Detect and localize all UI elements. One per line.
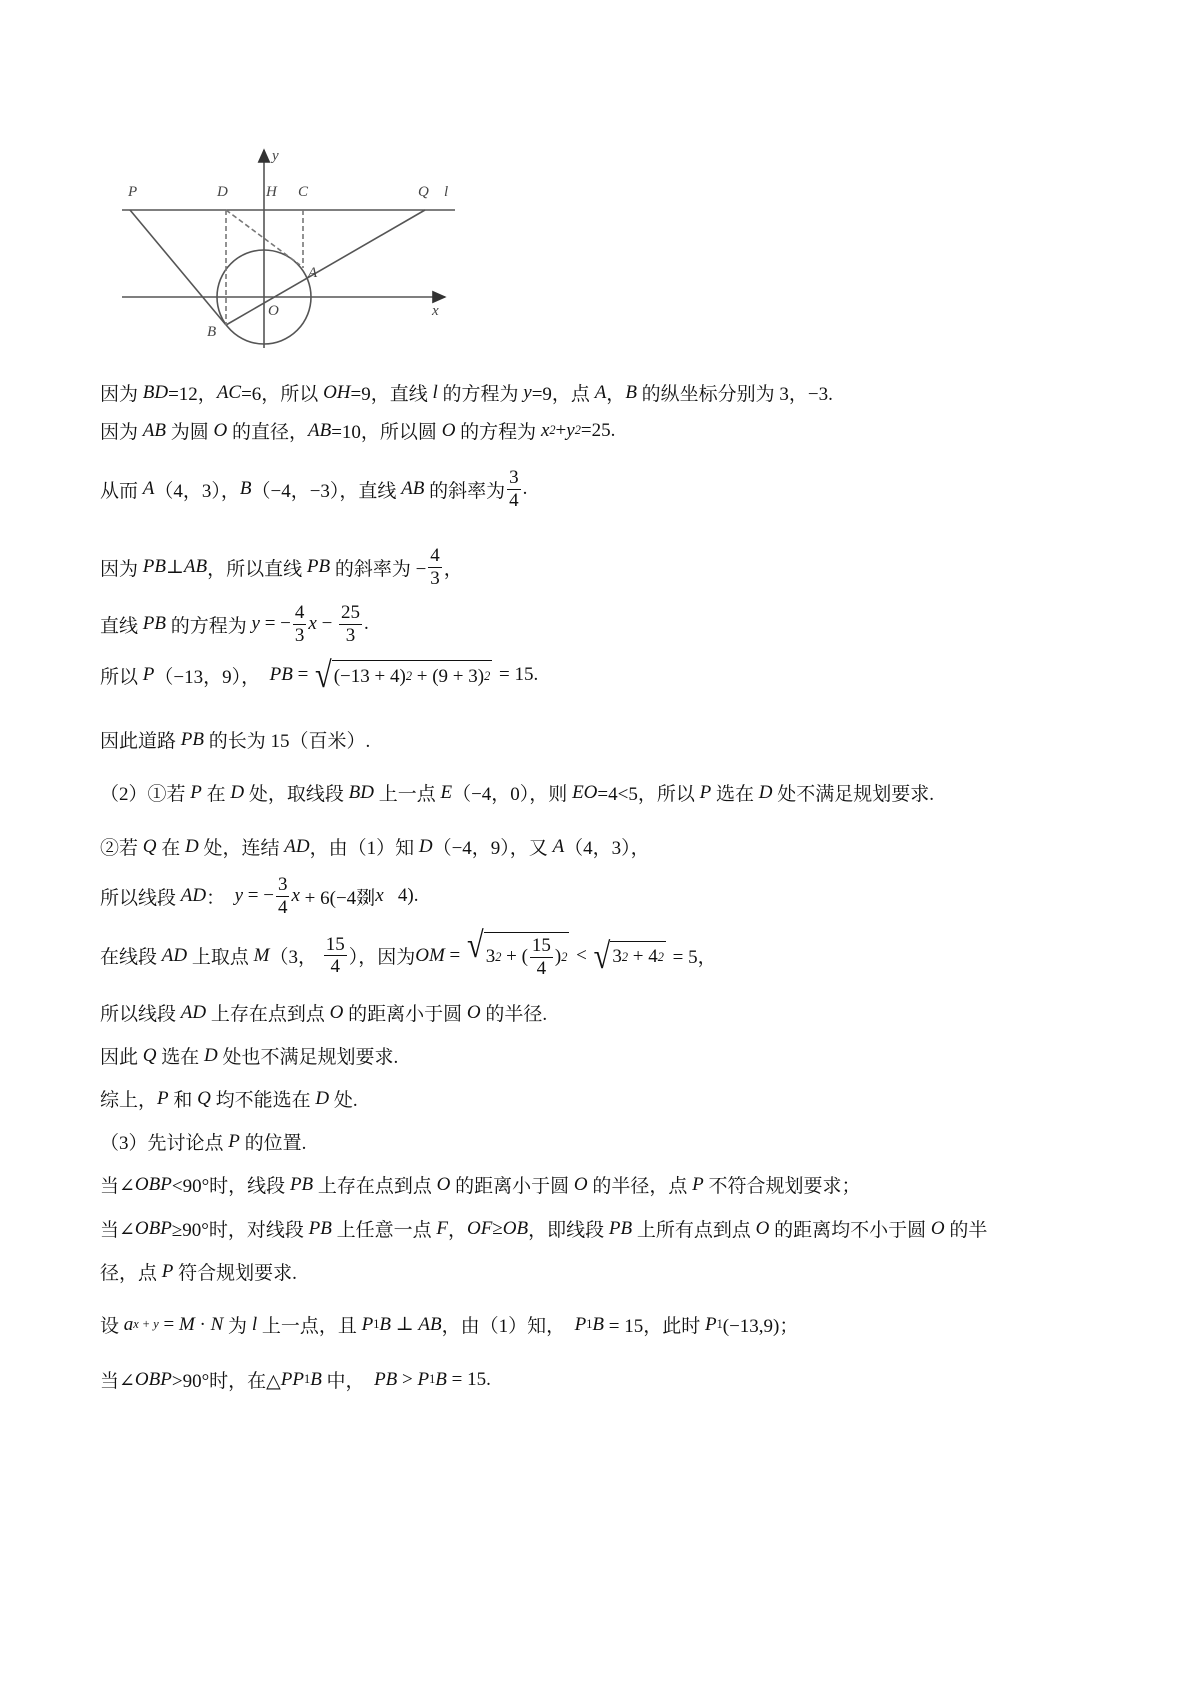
text-run: ， <box>606 384 626 405</box>
text-run: ②若 <box>100 838 143 859</box>
math-variable: O <box>329 1001 344 1023</box>
text-run: 设 <box>100 1316 124 1337</box>
radicand <box>610 941 666 971</box>
subscript: 1 <box>429 1372 436 1386</box>
radical-sign: √ <box>467 924 484 966</box>
text-line <box>100 417 615 444</box>
text-run: 直线 <box>100 615 143 637</box>
math-variable: OBP <box>134 1368 172 1390</box>
math-variable: M <box>178 1313 195 1335</box>
text-line <box>100 1085 358 1112</box>
superscript: 2 <box>549 423 556 437</box>
math-variable: O <box>755 1217 770 1239</box>
math-variable: O <box>573 1173 588 1195</box>
text-line <box>100 1128 306 1155</box>
text-run: 的方程为 <box>165 615 252 637</box>
text-run: 的距离小于圆 <box>450 1176 574 1197</box>
text-run: = 15. <box>494 664 539 686</box>
text-run: = − <box>243 885 274 907</box>
math-variable: PB <box>608 1217 633 1239</box>
square-root <box>315 654 492 696</box>
text-run: 处不满足规划要求. <box>772 784 934 805</box>
text-line <box>100 379 833 406</box>
math-variable: N <box>210 1313 224 1335</box>
math-variable: P <box>157 1087 169 1109</box>
math-variable: PB <box>306 556 331 578</box>
math-variable: x <box>375 885 384 907</box>
denominator: 4 <box>277 896 288 918</box>
text-run: =9，直线 <box>350 384 433 405</box>
math-variable: BD <box>348 781 374 803</box>
text-run: （2）①若 <box>100 784 191 805</box>
superscript: 2 <box>621 949 628 964</box>
text-run: ， <box>447 1220 467 1241</box>
text-run: 3 <box>612 946 622 968</box>
text-run: 当∠ <box>100 1176 135 1197</box>
text-run: （3）先讨论点 <box>100 1133 229 1154</box>
math-variable: A <box>552 835 565 857</box>
math-variable: B <box>310 1368 322 1390</box>
text-line <box>100 1311 798 1338</box>
text-run: 当∠ <box>100 1371 135 1392</box>
text-run: 3 <box>485 946 496 968</box>
text-run: （−4，9），又 <box>432 838 553 859</box>
math-variable: P <box>161 1260 174 1282</box>
math-variable: P <box>142 664 155 686</box>
text-run: （−13，9）， <box>154 666 270 688</box>
numerator: 4 <box>294 602 305 623</box>
text-run: 综上， <box>100 1090 158 1111</box>
text-line <box>100 654 539 696</box>
text-run: − <box>316 613 338 635</box>
text-run: 的距离均不小于圆 <box>769 1220 931 1241</box>
math-variable: EO <box>572 781 598 803</box>
text-line <box>100 1258 297 1285</box>
text-run: 的方程为 <box>437 384 524 405</box>
math-variable: P <box>574 1313 587 1335</box>
text-run: + 6(−4剟 <box>299 887 376 909</box>
superscript: 2 <box>657 949 664 964</box>
text-run: 选在 <box>156 1047 205 1068</box>
subscript: 1 <box>586 1317 593 1331</box>
text-run: =6，所以 <box>241 384 324 405</box>
fraction <box>276 874 290 919</box>
text-run: · <box>194 1313 211 1335</box>
text-line <box>100 545 463 590</box>
math-variable: a <box>123 1313 134 1335</box>
denominator: 3 <box>345 624 356 646</box>
denominator: 4 <box>509 489 519 511</box>
label-y: y <box>272 148 279 164</box>
text-run: 均不能选在 <box>210 1090 316 1111</box>
text-run: 中， <box>321 1371 375 1392</box>
text-run: + <box>555 419 567 441</box>
math-variable: D <box>758 781 773 803</box>
math-variable: OB <box>502 1217 529 1239</box>
math-variable: PB <box>374 1368 398 1390</box>
text-line <box>100 726 370 753</box>
math-variable: P <box>361 1313 374 1335</box>
label-b: B <box>207 324 217 340</box>
math-variable: PB <box>269 664 293 686</box>
segment-pb <box>130 210 226 325</box>
label-o: O <box>268 303 279 319</box>
math-variable: OH <box>323 381 351 403</box>
text-run: 上存在点到点 <box>313 1176 437 1197</box>
text-run: = 15，此时 <box>604 1316 705 1337</box>
math-variable: A <box>594 381 607 403</box>
fraction <box>324 934 347 979</box>
text-run: 处也不满足规划要求. <box>217 1047 399 1068</box>
text-run: 因为 <box>100 384 143 405</box>
math-variable: P <box>692 1173 704 1195</box>
math-variable: O <box>466 1001 481 1023</box>
math-variable: y <box>234 885 244 907</box>
segment-ba-q <box>226 210 425 325</box>
text-run: 的直径， <box>227 422 308 443</box>
text-line <box>100 1215 987 1242</box>
math-variable: l <box>432 381 438 403</box>
label-q: Q <box>418 184 429 200</box>
radical-sign: √ <box>315 654 332 696</box>
label-h: H <box>266 184 277 200</box>
text-run: < <box>571 944 592 966</box>
text-run: 因此道路 <box>100 731 181 752</box>
radical-sign: √ <box>593 935 611 976</box>
math-variable: O <box>213 419 228 441</box>
math-variable: P <box>228 1130 240 1152</box>
text-line <box>100 1366 491 1393</box>
math-variable: P <box>699 781 712 803</box>
fraction <box>339 602 362 647</box>
text-run: ) <box>554 946 562 968</box>
math-variable: B <box>625 381 637 403</box>
math-variable: Q <box>142 1044 157 1066</box>
text-run: 所以 <box>100 666 143 688</box>
math-variable: F <box>436 1217 448 1239</box>
math-variable: O <box>436 1173 451 1195</box>
math-variable: D <box>185 835 199 857</box>
text-run: 的位置. <box>239 1133 307 1154</box>
text-run: ≥90°时，对线段 <box>171 1220 309 1241</box>
text-run: 当∠ <box>100 1220 135 1241</box>
math-variable: PB <box>308 1217 332 1239</box>
superscript: 2 <box>405 669 412 684</box>
text-run: 上取点 <box>187 947 254 969</box>
math-variable: PB <box>289 1173 314 1195</box>
text-line <box>100 779 934 806</box>
math-variable: AB <box>401 478 425 500</box>
text-run: ），因为 <box>348 947 416 969</box>
math-variable: PB <box>180 728 204 750</box>
text-run: <90°时，线段 <box>171 1176 290 1197</box>
label-p: P <box>128 184 138 200</box>
text-run: = <box>292 664 314 686</box>
math-variable: B <box>592 1313 604 1335</box>
text-run: 的半 <box>944 1220 988 1241</box>
text-run: + ( <box>501 946 528 968</box>
text-run: 上一点 <box>373 784 441 805</box>
denominator: 3 <box>294 624 305 646</box>
text-run: + 4 <box>627 946 658 968</box>
geometry-figure <box>110 130 470 360</box>
math-variable: x <box>540 419 550 441</box>
text-run: 处，取线段 <box>244 784 349 805</box>
numerator: 3 <box>277 874 288 895</box>
math-variable: A <box>142 478 155 500</box>
text-run: 在线段 <box>100 947 162 969</box>
denominator: 3 <box>430 567 440 589</box>
math-variable: P <box>417 1368 430 1390</box>
text-run: = 15. <box>446 1368 491 1390</box>
text-run: ⊥ <box>391 1314 419 1335</box>
text-run: ⊥ <box>165 556 184 578</box>
math-variable: AB <box>183 556 208 578</box>
text-run: 的距离小于圆 <box>343 1004 467 1025</box>
math-variable: AB <box>142 419 166 441</box>
math-variable: OM <box>415 944 445 966</box>
math-variable: Q <box>197 1087 211 1109</box>
math-variable: PB <box>142 613 166 635</box>
text-run: + (9 + 3) <box>411 665 485 687</box>
text-run: = <box>158 1313 179 1335</box>
text-run: 径，点 <box>100 1263 162 1284</box>
text-run: 上一点，且 <box>257 1316 362 1337</box>
text-line <box>100 467 527 512</box>
text-line <box>100 1171 861 1198</box>
math-variable: AD <box>180 885 207 907</box>
text-run: 的半径，点 <box>587 1176 693 1197</box>
math-variable: B <box>435 1368 447 1390</box>
math-variable: AB <box>308 419 332 441</box>
subscript: 1 <box>716 1317 723 1331</box>
text-run: 符合规划要求. <box>173 1263 297 1284</box>
subscript: 1 <box>304 1372 311 1386</box>
superscript: 2 <box>561 949 568 964</box>
text-run: 的纵坐标分别为 3，−3. <box>636 384 833 405</box>
math-variable: E <box>440 781 453 803</box>
label-a: A <box>308 265 318 281</box>
text-run: 和 <box>168 1090 198 1111</box>
subscript: 1 <box>373 1317 380 1331</box>
text-run: 从而 <box>100 480 143 502</box>
math-variable: PB <box>142 556 166 578</box>
text-run: 处. <box>329 1090 358 1111</box>
text-run: 上所有点到点 <box>632 1220 756 1241</box>
math-variable: OBP <box>134 1173 172 1195</box>
text-run: 为 <box>223 1316 252 1337</box>
text-run: ，即线段 <box>528 1220 609 1241</box>
math-variable: x <box>308 613 317 635</box>
text-run: 的斜率为 <box>424 480 506 502</box>
radicand <box>484 932 570 980</box>
math-variable: B <box>379 1313 391 1335</box>
text-run: 所以线段 <box>100 1004 181 1025</box>
math-variable: D <box>315 1087 330 1109</box>
text-line <box>100 874 418 919</box>
text-run: > <box>397 1368 418 1390</box>
numerator: 15 <box>531 935 551 956</box>
text-run: (−13,9)； <box>722 1316 799 1337</box>
text-run: ，由（1）知， <box>441 1316 575 1337</box>
label-d: D <box>217 184 228 200</box>
text-run: 的方程为 <box>455 422 541 443</box>
text-run: =10，所以圆 <box>331 422 442 443</box>
text-run: ： <box>206 887 235 909</box>
text-run: 在 <box>156 838 186 859</box>
label-l: l <box>444 184 449 200</box>
superscript: 2 <box>574 423 581 437</box>
numerator: 4 <box>430 545 440 566</box>
math-variable: AD <box>161 944 188 966</box>
numerator: 3 <box>509 467 519 488</box>
math-variable: P <box>190 781 202 803</box>
fraction <box>293 602 307 647</box>
denominator: 4 <box>536 957 547 979</box>
text-run: 选在 <box>711 784 759 805</box>
text-run: ， <box>443 558 463 580</box>
label-x: x <box>432 303 439 319</box>
math-variable: OF <box>467 1217 493 1239</box>
text-line <box>100 833 650 860</box>
math-variable: AD <box>284 835 310 857</box>
text-run: 上任意一点 <box>331 1220 437 1241</box>
text-run: （3， <box>269 947 322 969</box>
label-c: C <box>298 184 309 200</box>
text-run: (−13 + 4) <box>333 665 406 687</box>
math-variable: l <box>251 1313 258 1335</box>
math-variable: P <box>704 1313 717 1335</box>
text-run: 不符合规划要求； <box>703 1176 861 1197</box>
text-run: =25. <box>580 419 616 441</box>
text-run: = <box>444 944 465 966</box>
denominator: 4 <box>330 956 340 978</box>
text-line <box>100 602 369 647</box>
text-run: 的斜率为 − <box>330 558 427 580</box>
text-run: （−4，−3），直线 <box>251 480 402 502</box>
math-variable: y <box>566 419 575 441</box>
math-variable: y <box>251 613 260 635</box>
text-run: 的长为 15（百米）. <box>203 731 371 752</box>
math-variable: BD <box>142 381 169 403</box>
math-variable: y <box>523 381 532 403</box>
text-run: . <box>522 478 528 500</box>
text-run: = 5， <box>667 947 717 969</box>
math-variable: Q <box>142 835 157 857</box>
text-run: 的半径. <box>480 1004 548 1025</box>
square-root <box>467 924 569 980</box>
math-variable: O <box>930 1217 945 1239</box>
text-run: 因为 <box>100 558 143 580</box>
math-variable: D <box>230 781 245 803</box>
text-run: 在 <box>201 784 231 805</box>
math-variable: OBP <box>134 1217 172 1239</box>
text-line <box>100 999 547 1026</box>
superscript: 2 <box>495 949 502 964</box>
text-run: 上存在点到点 <box>206 1004 330 1025</box>
math-variable: M <box>253 944 270 966</box>
math-variable: x <box>291 885 300 907</box>
fraction <box>530 935 553 980</box>
math-variable: O <box>441 419 456 441</box>
superscript: x + y <box>133 1317 159 1331</box>
math-variable: AB <box>418 1313 442 1335</box>
math-variable: B <box>239 478 252 500</box>
text-line <box>100 1042 398 1069</box>
text-run: ，所以直线 <box>207 558 307 580</box>
text-run: ≥ <box>492 1217 503 1239</box>
square-root <box>593 935 666 976</box>
text-run: 所以线段 <box>100 887 181 909</box>
superscript: 2 <box>484 669 491 684</box>
math-variable: D <box>418 835 433 857</box>
text-run: 为圆 <box>165 422 214 443</box>
fraction <box>428 545 442 590</box>
text-run: 因此 <box>100 1047 143 1068</box>
text-run: （4，3）， <box>154 480 240 502</box>
math-variable: AD <box>180 1001 207 1023</box>
text-run: =9，点 <box>531 384 595 405</box>
numerator: 15 <box>325 933 345 955</box>
text-run: 处，连结 <box>198 838 285 859</box>
radicand <box>332 660 493 690</box>
text-run: >90°时，在△ <box>171 1371 281 1392</box>
text-run: （4，3）， <box>564 838 650 859</box>
math-variable: PP <box>280 1368 305 1390</box>
numerator: 25 <box>341 602 361 623</box>
math-variable: D <box>204 1044 218 1066</box>
fraction <box>507 467 521 512</box>
text-run: =4<5，所以 <box>597 784 700 805</box>
math-variable: AC <box>216 381 242 403</box>
text-line <box>100 924 717 980</box>
text-run: = − <box>259 613 291 635</box>
text-run: 因为 <box>100 422 143 443</box>
text-run: =12， <box>168 384 217 405</box>
text-run: 4). <box>383 885 419 907</box>
text-run: . <box>364 613 369 635</box>
text-run: ，由（1）知 <box>309 838 419 859</box>
text-run: （−4，0），则 <box>452 784 573 805</box>
